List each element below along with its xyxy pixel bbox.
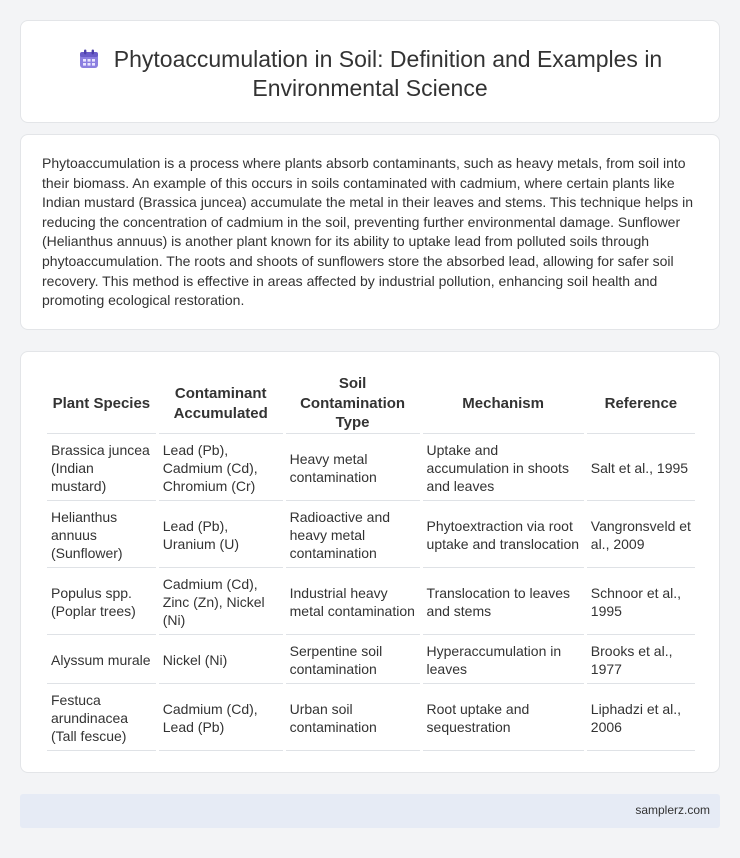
footer-bar (20, 794, 720, 828)
page-title (21, 45, 719, 103)
header-mechanism: Mechanism (423, 374, 584, 434)
cell-contaminant: Cadmium (Cd), Zinc (Zn), Nickel (Ni) (159, 569, 283, 635)
table-header-row (47, 374, 695, 434)
header-soil-contamination-type: Soil Contamination Type (286, 374, 420, 434)
intro-card (20, 134, 720, 330)
cell-soil-type: Heavy metal contamination (286, 435, 420, 501)
table-row (47, 502, 695, 568)
header-reference: Reference (587, 374, 695, 434)
table-row (47, 435, 695, 501)
cell-reference: Brooks et al., 1977 (587, 636, 695, 684)
calendar-icon (78, 48, 100, 70)
cell-mechanism: Root uptake and sequestration (423, 685, 584, 751)
table-row (47, 636, 695, 684)
cell-reference: Schnoor et al., 1995 (587, 569, 695, 635)
cell-mechanism: Hyperaccumulation in leaves (423, 636, 584, 684)
cell-mechanism: Uptake and accumulation in shoots and leaves (423, 435, 584, 501)
footer-site-link[interactable]: samplerz.com (635, 803, 710, 817)
table-row (47, 569, 695, 635)
table-card (20, 351, 720, 773)
cell-reference: Liphadzi et al., 2006 (587, 685, 695, 751)
cell-mechanism: Phytoextraction via root uptake and translocation (423, 502, 584, 568)
cell-soil-type: Industrial heavy metal contamination (286, 569, 420, 635)
phytoaccumulation-table (44, 373, 698, 752)
cell-plant-species: Alyssum murale (47, 636, 156, 684)
cell-reference: Salt et al., 1995 (587, 435, 695, 501)
cell-contaminant: Lead (Pb), Uranium (U) (159, 502, 283, 568)
intro-paragraph: Phytoaccumulation is a process where plants absorb contaminants, such as heavy metals, from soil into their biomass. An example of this occurs in soils contaminated with cadmium, where certain plants like Indian mustard (Brassica juncea) accumulate the metal in their leaves and stems. This technique helps in reducing the concentration of cadmium in the soil, preventing further environmental damage. Sunflower (Helianthus annuus) is another plant known for its ability to uptake lead from polluted soils through phytoaccumulation. The roots and shoots of sunflowers store the absorbed lead, allowing for safer soil recovery. This method is effective in areas affected by industrial pollution, enhancing soil health and promoting ecological restoration. (42, 155, 694, 309)
cell-plant-species: Brassica juncea (Indian mustard) (47, 435, 156, 501)
title-card (20, 20, 720, 123)
header-contaminant: Contaminant Accumulated (159, 374, 283, 434)
cell-contaminant: Nickel (Ni) (159, 636, 283, 684)
cell-soil-type: Serpentine soil contamination (286, 636, 420, 684)
page-title-text: Phytoaccumulation in Soil: Definition and Examples in Environmental Science (113, 46, 663, 101)
cell-contaminant: Cadmium (Cd), Lead (Pb) (159, 685, 283, 751)
table-row (47, 685, 695, 751)
cell-soil-type: Urban soil contamination (286, 685, 420, 751)
cell-mechanism: Translocation to leaves and stems (423, 569, 584, 635)
cell-plant-species: Festuca arundinacea (Tall fescue) (47, 685, 156, 751)
cell-plant-species: Helianthus annuus (Sunflower) (47, 502, 156, 568)
cell-reference: Vangronsveld et al., 2009 (587, 502, 695, 568)
header-plant-species: Plant Species (47, 374, 156, 434)
cell-soil-type: Radioactive and heavy metal contamination (286, 502, 420, 568)
cell-plant-species: Populus spp. (Poplar trees) (47, 569, 156, 635)
cell-contaminant: Lead (Pb), Cadmium (Cd), Chromium (Cr) (159, 435, 283, 501)
